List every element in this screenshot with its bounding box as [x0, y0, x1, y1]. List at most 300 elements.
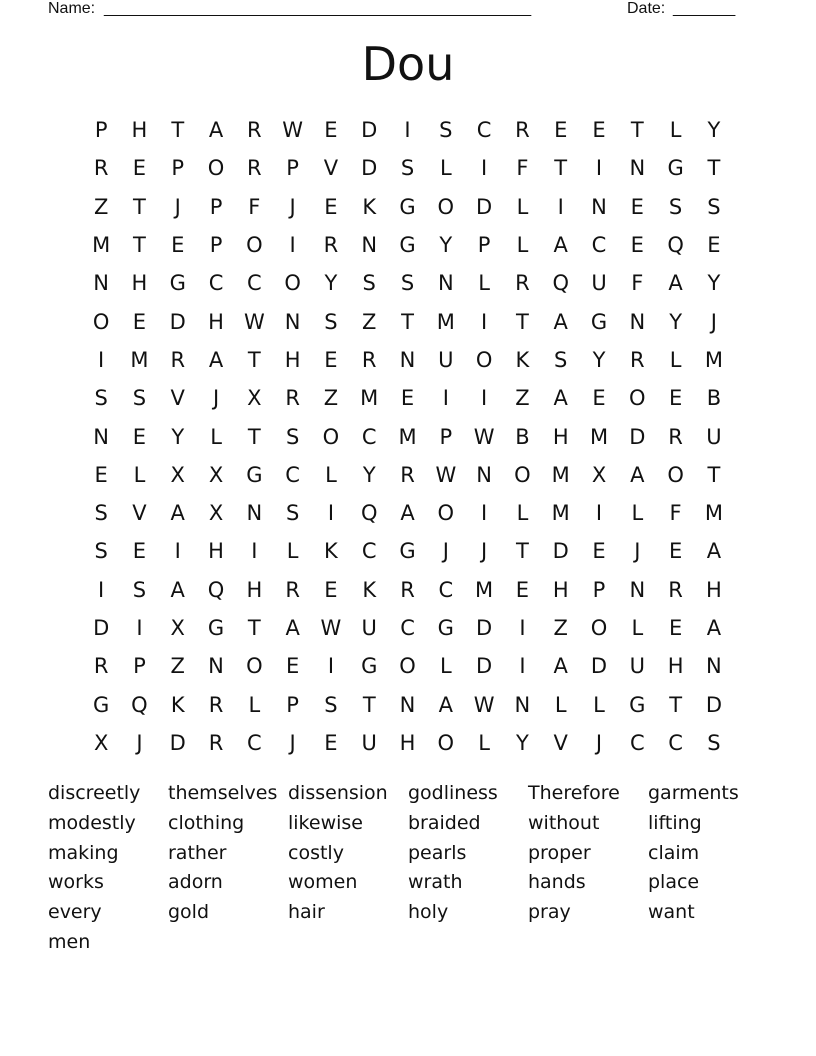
grid-letter: L — [133, 462, 146, 487]
grid-letter: M — [551, 501, 570, 526]
grid-letter: S — [94, 501, 108, 526]
grid-letter: H — [208, 539, 224, 564]
grid-letter: S — [94, 539, 108, 564]
word-list-item: women — [288, 871, 358, 894]
grid-letter: L — [248, 692, 261, 717]
grid-letter: D — [590, 654, 608, 679]
grid-letter: E — [324, 118, 338, 143]
grid-letter: Z — [170, 654, 185, 679]
grid-letter: S — [668, 194, 683, 219]
word-list-item: making — [48, 841, 119, 864]
grid-letter: N — [514, 692, 531, 717]
word-list-item: men — [48, 930, 91, 953]
grid-letter: E — [707, 233, 721, 258]
grid-letter: M — [130, 347, 149, 372]
grid-letter: F — [669, 501, 682, 526]
grid-letter: Z — [362, 309, 377, 334]
grid-letter: P — [439, 424, 453, 449]
grid-letter: U — [438, 347, 454, 372]
grid-letter: D — [169, 309, 186, 334]
word-list-item: braided — [408, 811, 481, 834]
grid-letter: P — [286, 156, 299, 181]
grid-letter: B — [706, 386, 722, 411]
grid-letter: C — [361, 424, 377, 449]
grid-letter: C — [247, 271, 262, 296]
word-list-item: garments — [648, 782, 739, 804]
date-blank: _______ — [673, 0, 736, 17]
grid-letter: U — [706, 424, 722, 449]
grid-letter: W — [320, 616, 342, 640]
grid-letter: W — [473, 424, 495, 449]
grid-letter: Q — [667, 233, 684, 258]
grid-letter: L — [516, 194, 529, 219]
date-label: Date: — [627, 0, 666, 17]
grid-letter: A — [668, 271, 683, 296]
grid-letter: R — [285, 577, 300, 602]
grid-letter: M — [589, 424, 609, 449]
grid-letter: E — [285, 654, 300, 679]
word-list-item: godliness — [408, 782, 498, 804]
grid-letter: D — [169, 730, 186, 755]
grid-letter: E — [94, 462, 108, 487]
grid-letter: H — [131, 118, 148, 143]
grid-letter: S — [94, 386, 108, 411]
grid-letter: R — [668, 577, 683, 602]
grid-letter: X — [170, 462, 185, 487]
grid-letter: N — [437, 271, 454, 296]
grid-letter: T — [133, 233, 146, 258]
grid-letter: X — [93, 730, 109, 755]
grid-letter: C — [629, 730, 645, 755]
grid-letter: P — [592, 577, 606, 602]
grid-letter: E — [630, 233, 644, 258]
grid-letter: E — [132, 539, 147, 564]
grid-letter: N — [706, 654, 722, 679]
grid-letter: Q — [552, 271, 569, 296]
grid-letter: A — [553, 233, 568, 258]
grid-letter: T — [707, 156, 721, 181]
grid-letter: Q — [360, 501, 378, 526]
grid-letter: M — [475, 577, 494, 602]
grid-letter: T — [247, 424, 261, 449]
grid-letter: I — [595, 156, 603, 181]
word-list-item: works — [48, 871, 104, 894]
grid-letter: O — [284, 271, 301, 296]
grid-letter: W — [282, 118, 304, 143]
grid-letter: N — [399, 692, 416, 717]
word-list-item: modestly — [48, 811, 136, 834]
grid-letter: W — [435, 462, 457, 487]
grid-letter: T — [707, 462, 721, 487]
grid-letter: F — [631, 271, 644, 296]
grid-letter: P — [171, 156, 185, 181]
grid-letter: Z — [553, 616, 568, 640]
grid-letter: T — [247, 616, 261, 640]
grid-letter: L — [554, 692, 567, 717]
grid-letter: O — [399, 654, 416, 679]
grid-letter: O — [437, 730, 455, 755]
grid-letter: S — [554, 347, 568, 372]
word-list-item: every — [48, 901, 102, 924]
grid-letter: R — [400, 462, 415, 487]
grid-letter: D — [629, 424, 646, 449]
grid-letter: R — [323, 233, 339, 258]
grid-letter: E — [171, 233, 185, 258]
word-list-item: dissension — [288, 782, 388, 804]
grid-letter: W — [473, 692, 495, 717]
grid-letter: R — [208, 692, 224, 717]
grid-letter: X — [208, 501, 224, 526]
grid-letter: T — [630, 118, 644, 143]
grid-letter: G — [399, 194, 416, 219]
grid-letter: I — [136, 616, 143, 640]
grid-letter: Y — [324, 271, 338, 296]
grid-letter: H — [667, 654, 684, 679]
grid-letter: M — [360, 386, 379, 411]
grid-letter: H — [706, 577, 722, 602]
grid-letter: R — [208, 730, 224, 755]
grid-letter: N — [591, 194, 607, 219]
grid-letter: S — [285, 424, 300, 449]
grid-letter: H — [208, 309, 224, 334]
word-list-item: without — [528, 811, 600, 834]
grid-letter: I — [404, 118, 411, 143]
grid-letter: J — [634, 539, 641, 564]
grid-letter: J — [481, 539, 488, 564]
grid-letter: S — [324, 309, 338, 334]
name-blank: ________________________________________________ — [104, 0, 532, 17]
grid-letter: G — [437, 616, 454, 640]
grid-letter: O — [437, 501, 455, 526]
grid-letter: L — [669, 347, 682, 372]
grid-letter: R — [515, 271, 530, 296]
grid-letter: M — [704, 347, 723, 372]
grid-letter: T — [516, 539, 529, 564]
grid-letter: N — [284, 309, 301, 334]
grid-letter: N — [629, 156, 646, 181]
grid-letter: J — [289, 194, 296, 219]
name-label: Name: — [48, 0, 96, 17]
grid-letter: E — [592, 386, 606, 411]
grid-letter: L — [516, 501, 529, 526]
grid-letter: C — [438, 577, 454, 602]
grid-letter: P — [94, 118, 108, 143]
grid-letter: C — [247, 730, 262, 755]
grid-letter: S — [707, 730, 721, 755]
grid-letter: O — [475, 347, 493, 372]
grid-letter: E — [515, 577, 530, 602]
word-list-item: gold — [168, 901, 210, 924]
grid-letter: I — [98, 577, 105, 602]
grid-letter: M — [551, 462, 570, 487]
grid-letter: L — [210, 424, 222, 449]
word-list-item: rather — [168, 841, 227, 864]
grid-letter: U — [361, 730, 377, 755]
word-list-item: hair — [288, 901, 325, 924]
grid-letter: F — [516, 156, 529, 181]
grid-letter: D — [552, 539, 569, 564]
grid-letter: P — [286, 692, 299, 717]
grid-letter: X — [208, 462, 224, 487]
grid-letter: I — [481, 501, 488, 526]
word-list-item: claim — [648, 841, 700, 864]
grid-letter: L — [439, 156, 452, 181]
grid-letter: O — [246, 233, 263, 258]
grid-letter: I — [174, 539, 181, 564]
grid-letter: R — [400, 577, 415, 602]
grid-letter: L — [631, 501, 644, 526]
grid-letter: P — [133, 654, 146, 679]
grid-letter: R — [668, 424, 683, 449]
grid-letter: Y — [707, 271, 721, 296]
grid-letter: T — [362, 692, 376, 717]
grid-letter: O — [514, 462, 531, 487]
grid-letter: I — [327, 654, 335, 679]
grid-letter: A — [630, 462, 645, 487]
grid-letter: K — [515, 347, 530, 372]
grid-letter: L — [478, 730, 490, 755]
word-list-item: costly — [288, 841, 344, 864]
grid-letter: O — [437, 194, 455, 219]
grid-letter: U — [361, 616, 377, 640]
grid-letter: I — [557, 194, 564, 219]
grid-letter: E — [324, 347, 338, 372]
grid-letter: H — [552, 577, 569, 602]
grid-letter: J — [595, 730, 603, 755]
grid-letter: P — [477, 233, 491, 258]
grid-letter: M — [704, 501, 723, 526]
grid-letter: R — [93, 156, 109, 181]
grid-letter: Z — [515, 386, 530, 411]
grid-letter: J — [289, 730, 296, 755]
grid-letter: X — [170, 616, 185, 640]
grid-letter: E — [592, 539, 606, 564]
word-list-item: proper — [528, 841, 591, 864]
grid-letter: Q — [207, 577, 225, 602]
grid-letter: E — [132, 309, 147, 334]
word-list-item: place — [648, 871, 700, 894]
word-list-item: discreetly — [48, 782, 141, 804]
grid-letter: R — [515, 118, 530, 143]
grid-letter: J — [212, 386, 220, 411]
grid-letter: O — [590, 616, 608, 640]
grid-letter: J — [136, 730, 143, 755]
grid-letter: L — [439, 654, 452, 679]
grid-letter: G — [629, 692, 646, 717]
grid-letter: K — [362, 194, 377, 219]
grid-letter: Y — [439, 233, 453, 258]
grid-letter: N — [246, 501, 263, 526]
grid-letter: R — [247, 156, 262, 181]
grid-letter: V — [132, 501, 147, 526]
word-list — [48, 779, 768, 958]
grid-letter: L — [286, 539, 299, 564]
grid-letter: Q — [131, 692, 148, 717]
grid-letter: S — [132, 577, 147, 602]
grid-letter: E — [400, 386, 415, 411]
word-list-item: likewise — [288, 811, 363, 834]
grid-letter: I — [481, 156, 488, 181]
word-list-item: themselves — [168, 782, 278, 804]
grid-letter: Y — [362, 462, 376, 487]
grid-letter: E — [132, 424, 147, 449]
grid-letter: J — [710, 309, 717, 334]
grid-letter: E — [592, 118, 606, 143]
word-list-item: adorn — [168, 871, 223, 894]
word-list-item: Therefore — [528, 782, 620, 804]
grid-letter: N — [399, 347, 416, 372]
grid-letter: A — [285, 616, 300, 640]
grid-letter: O — [207, 156, 225, 181]
grid-letter: D — [476, 654, 493, 679]
grid-letter: L — [478, 271, 490, 296]
grid-letter: L — [631, 616, 644, 640]
grid-letter: Y — [592, 347, 606, 372]
word-list-item: clothing — [168, 811, 245, 834]
grid-letter: A — [170, 577, 185, 602]
grid-letter: G — [169, 271, 186, 296]
grid-letter: D — [361, 156, 378, 181]
grid-letter: O — [322, 424, 340, 449]
grid-letter: D — [361, 118, 378, 143]
grid-letter: O — [92, 309, 110, 334]
grid-letter: T — [247, 347, 261, 372]
grid-letter: G — [667, 156, 684, 181]
grid-letter: A — [553, 309, 568, 334]
grid-letter: E — [630, 194, 644, 219]
grid-letter: G — [361, 654, 378, 679]
grid-letter: U — [591, 271, 607, 296]
grid-letter: T — [401, 309, 414, 334]
grid-letter: A — [400, 501, 415, 526]
grid-letter: I — [519, 654, 526, 679]
word-list-item: wrath — [408, 871, 463, 894]
grid-letter: I — [289, 233, 296, 258]
grid-letter: H — [552, 424, 569, 449]
grid-letter: O — [667, 462, 684, 487]
letter-grid — [82, 111, 733, 762]
grid-letter: N — [208, 654, 224, 679]
grid-letter: G — [246, 462, 263, 487]
grid-letter: R — [247, 118, 262, 143]
grid-letter: G — [207, 616, 225, 640]
word-list-item: pearls — [408, 841, 467, 864]
grid-letter: C — [591, 233, 607, 258]
grid-letter: G — [93, 692, 110, 717]
grid-letter: C — [285, 462, 300, 487]
grid-letter: G — [399, 539, 416, 564]
grid-letter: I — [481, 386, 488, 411]
grid-letter: C — [400, 616, 415, 640]
grid-letter: T — [516, 309, 529, 334]
grid-letter: E — [132, 156, 147, 181]
grid-letter: D — [705, 692, 722, 717]
grid-letter: A — [706, 616, 722, 640]
grid-letter: C — [208, 271, 224, 296]
grid-letter: Z — [93, 194, 109, 219]
grid-letter: W — [243, 309, 265, 334]
grid-letter: V — [170, 386, 185, 411]
grid-letter: T — [554, 156, 568, 181]
grid-letter: A — [208, 347, 224, 372]
grid-letter: G — [590, 309, 608, 334]
grid-letter: R — [93, 654, 109, 679]
grid-letter: A — [553, 654, 568, 679]
grid-letter: T — [171, 118, 185, 143]
grid-letter: R — [630, 347, 645, 372]
grid-letter: L — [669, 118, 682, 143]
grid-letter: E — [668, 616, 683, 640]
grid-letter: S — [707, 194, 721, 219]
grid-letter: N — [361, 233, 378, 258]
grid-letter: H — [131, 271, 148, 296]
grid-letter: P — [209, 194, 223, 219]
grid-letter: E — [668, 539, 683, 564]
grid-letter: L — [516, 233, 529, 258]
grid-letter: Y — [669, 309, 683, 334]
grid-letter: X — [247, 386, 262, 411]
grid-letter: I — [481, 309, 488, 334]
grid-letter: I — [442, 386, 449, 411]
grid-letter: H — [246, 577, 263, 602]
grid-letter: D — [93, 616, 110, 640]
grid-letter: V — [553, 730, 568, 755]
grid-letter: E — [554, 118, 568, 143]
grid-letter: F — [248, 194, 261, 219]
grid-letter: N — [93, 424, 109, 449]
grid-letter: E — [324, 730, 338, 755]
grid-letter: A — [170, 501, 185, 526]
grid-letter: S — [400, 271, 415, 296]
grid-letter: S — [439, 118, 453, 143]
grid-letter: D — [476, 616, 493, 640]
grid-letter: I — [327, 501, 335, 526]
grid-letter: Y — [707, 118, 721, 143]
grid-letter: C — [476, 118, 492, 143]
grid-letter: C — [361, 539, 377, 564]
grid-letter: D — [476, 194, 493, 219]
grid-letter: A — [553, 386, 568, 411]
grid-letter: A — [706, 539, 722, 564]
grid-letter: J — [174, 194, 181, 219]
grid-letter: N — [93, 271, 109, 296]
grid-letter: J — [442, 539, 449, 564]
grid-letter: M — [436, 309, 455, 334]
grid-letter: O — [629, 386, 646, 411]
grid-letter: L — [593, 692, 605, 717]
grid-letter: A — [208, 118, 224, 143]
grid-letter: R — [361, 347, 377, 372]
grid-letter: E — [324, 194, 338, 219]
grid-letter: K — [362, 577, 377, 602]
grid-letter: R — [170, 347, 186, 372]
grid-letter: B — [515, 424, 530, 449]
word-list-item: pray — [528, 901, 571, 924]
grid-letter: Y — [171, 424, 185, 449]
grid-letter: I — [595, 501, 603, 526]
grid-letter: N — [476, 462, 492, 487]
word-list-item: holy — [408, 901, 449, 924]
grid-letter: Z — [323, 386, 339, 411]
grid-letter: S — [285, 501, 300, 526]
word-list-item: hands — [528, 871, 586, 894]
grid-letter: Y — [516, 730, 529, 755]
grid-letter: L — [325, 462, 337, 487]
grid-letter: M — [398, 424, 417, 449]
grid-letter: E — [324, 577, 338, 602]
grid-letter: R — [285, 386, 300, 411]
grid-letter: K — [170, 692, 185, 717]
